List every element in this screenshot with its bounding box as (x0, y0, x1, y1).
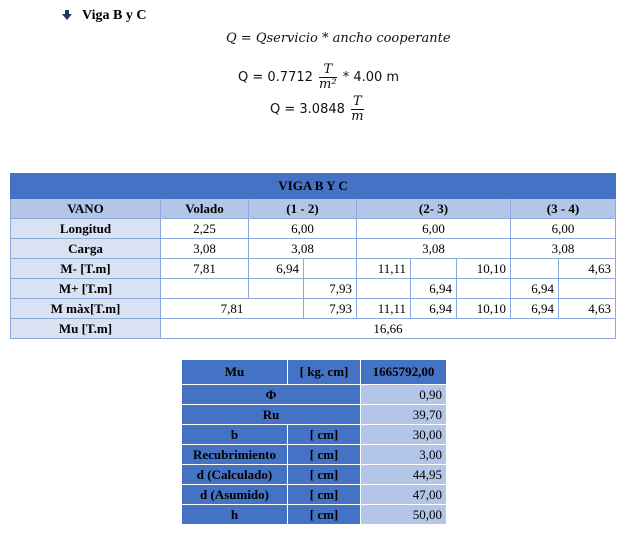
table-row: d (Calculado) [ cm] 44,95 (182, 465, 447, 485)
table-row: M màx[T.m] 7,81 7,93 11,11 6,94 10,10 6,94 4,63 (11, 299, 616, 319)
table-row: M- [T.m] 7,81 6,94 11,11 10,10 4,63 (11, 259, 616, 279)
table-row: Carga 3,08 3,08 3,08 3,08 (11, 239, 616, 259)
table-row: b [ cm] 30,00 (182, 425, 447, 445)
table-row: Φ 0,90 (182, 385, 447, 405)
heading-text: Viga B y C (82, 8, 147, 23)
section-heading (62, 8, 146, 24)
table-row: Ru 39,70 (182, 405, 447, 425)
table-row: h [ cm] 50,00 (182, 505, 447, 525)
table-row: d (Asumido) [ cm] 47,00 (182, 485, 447, 505)
viga-table (10, 173, 616, 339)
formula-q-definition: Q = Qservicio * ancho cooperante (226, 31, 451, 46)
table-row: M+ [T.m] 7,93 6,94 6,94 (11, 279, 616, 299)
table-row: Recubrimiento [ cm] 3,00 (182, 445, 447, 465)
table-row: Longitud 2,25 6,00 6,00 6,00 (11, 219, 616, 239)
formula-q-substitution: Q = 0.7712 $\frac{T}{\text{m²}}$ * 4.00 m (238, 62, 400, 92)
mu-calculation-table (181, 359, 447, 525)
table-title: VIGA B Y C (11, 174, 616, 199)
arrow-bullet-icon (62, 10, 72, 20)
formula-q-result: Q = 3.0848 $\frac{T}{m}$ (270, 94, 364, 124)
table-row: Mu [T.m] 16,66 (11, 319, 616, 339)
table-header-row: VANO Volado (1 - 2) (2- 3) (3 - 4) (11, 199, 616, 219)
table-row: Mu [ kg. cm] 1665792,00 (182, 360, 447, 385)
